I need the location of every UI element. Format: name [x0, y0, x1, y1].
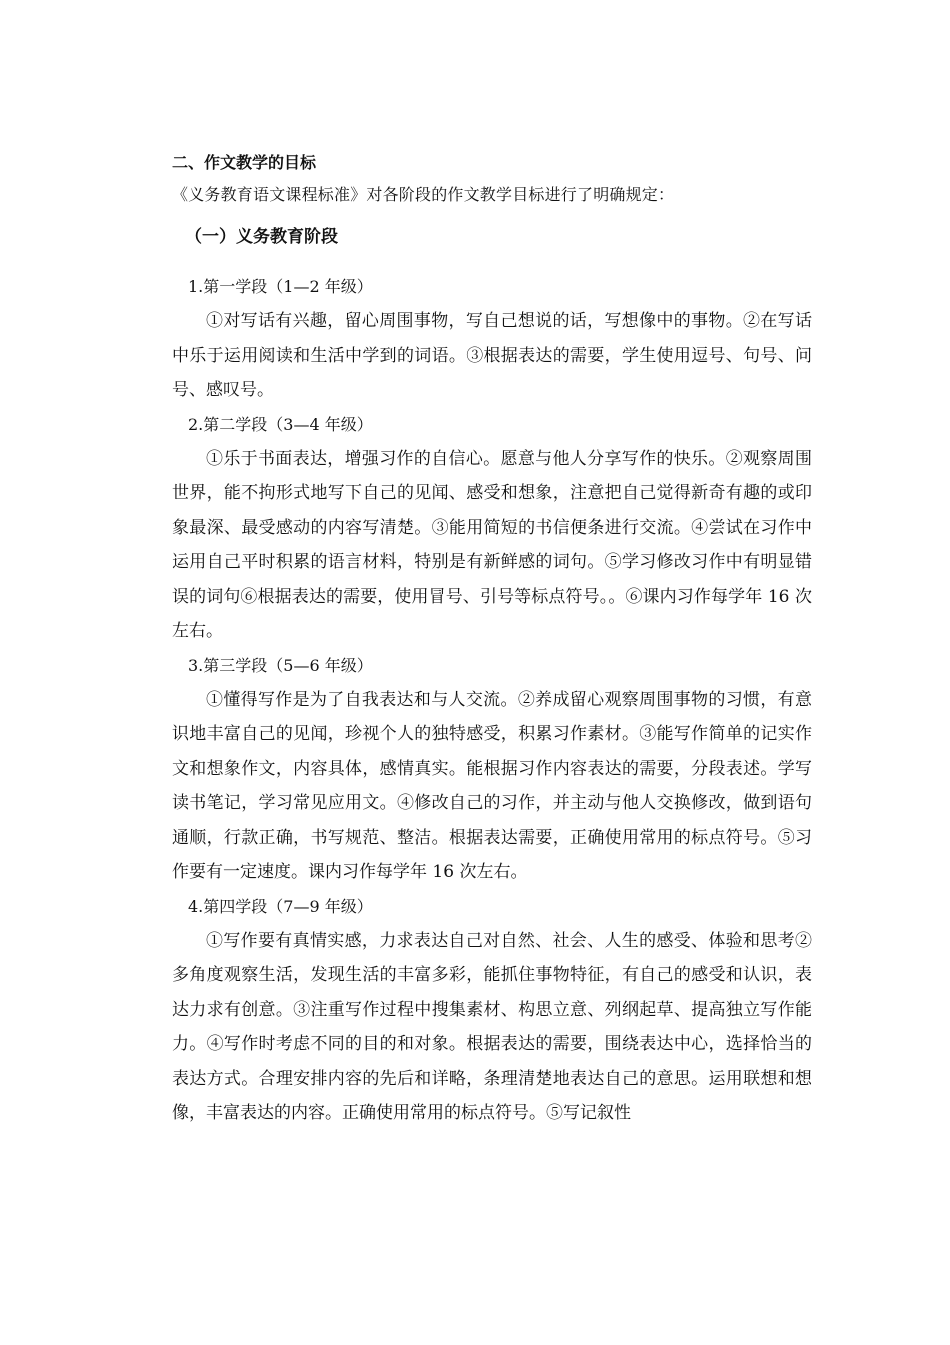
- stage-body: ①对写话有兴趣，留心周围事物，写自己想说的话，写想像中的事物。②在写话中乐于运用阅读和生活中学到的词语。③根据表达的需要，学生使用逗号、句号、问号、感叹号。: [172, 311, 812, 400]
- section-heading: 二、作文教学的目标: [172, 153, 317, 172]
- stage-title: 1.第一学段（1—2 年级）: [188, 277, 373, 296]
- intro-paragraph: 《义务教育语文课程标准》对各阶段的作文教学目标进行了明确规定：: [172, 185, 675, 204]
- stage-title: 4.第四学段（7—9 年级）: [188, 896, 373, 916]
- stage-body: ①懂得写作是为了自我表达和与人交流。②养成留心观察周围事物的习惯，有意识地丰富自己的见闻，珍视个人的独特感受，积累习作素材。③能写作简单的记实作文和想象作文，内容具体，感情真实。能根据习作内容表达的需要，分段表述。学写读书笔记，学习常见应用文。④修改自己的习作，并主动与他人交换修改，做到语句通顺，行款正确，书写规范、整洁。根据表达需要，正确使用常用的标点符号。⑤习作要有一定速度。课内习作每学年 16 次左右。: [172, 689, 812, 882]
- subsection-title: （一）义务教育阶段: [185, 227, 338, 247]
- stage-body: ①乐于书面表达，增强习作的自信心。愿意与他人分享写作的快乐。②观察周围世界，能不拘形式地写下自己的见闻、感受和想象，注意把自己觉得新奇有趣的或印象最深、最受感动的内容写清楚。③能用简短的书信便条进行交流。④尝试在习作中运用自己平时积累的语言材料，特别是有新鲜感的词句。⑤学习修改习作中有明显错误的词句⑥根据表达的需要，使用冒号、引号等标点符号。。⑥课内习作每学年 16 次左右。: [172, 448, 812, 641]
- stage-title: 2.第二学段（3—4 年级）: [188, 414, 373, 434]
- stage-title: 3.第三学段（5—6 年级）: [188, 655, 373, 675]
- stage-body: ①写作要有真情实感，力求表达自己对自然、社会、人生的感受、体验和思考②多角度观察生活，发现生活的丰富多彩，能抓住事物特征，有自己的感受和认识，表达力求有创意。③注重写作过程中搜集素材、构思立意、列纲起草、提高独立写作能力。④写作时考虑不同的目的和对象。根据表达的需要，围绕表达中心，选择恰当的表达方式。合理安排内容的先后和详略，条理清楚地表达自己的意思。运用联想和想像，丰富表达的内容。正确使用常用的标点符号。⑤写记叙性: [172, 930, 812, 1123]
- document-page: [172, 150, 812, 1131]
